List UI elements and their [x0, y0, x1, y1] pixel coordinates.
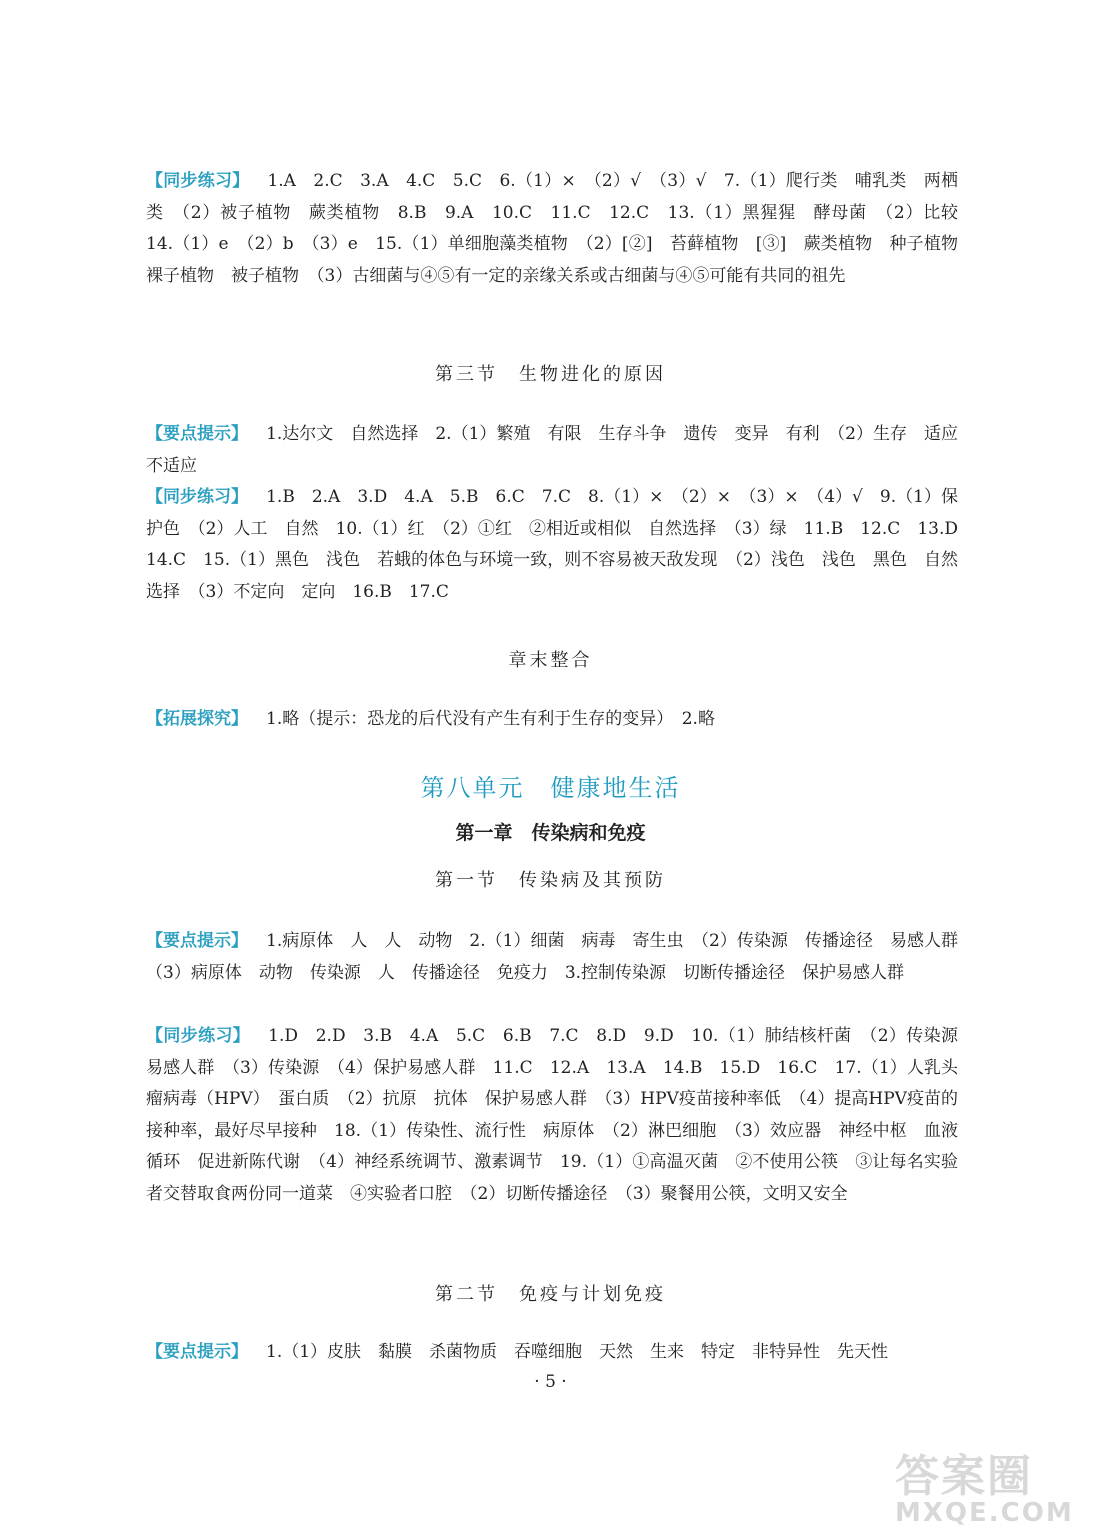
- section-heading-1: 第一节 传染病及其预防: [435, 870, 666, 891]
- answer-text: 1.A 2.C 3.A 4.C 5.C 6.（1）× （2）√ （3）√ 7.（1）爬行类 哺乳类 两栖类 （2）被子植物 蕨类植物 8.B 9.A 10.C 11.C 12.C 13.（1）黑猩猩 酵母菌 （2）比较 14.（1）e （2）b （3）e 15.（1）单细胞藻类植物 （2）[②] 苔藓植物 [③] 蕨类植物 种子植物 裸子植物 被子植物 （3）古细菌与④⑤有一定的亲缘关系或古细菌与④⑤可能有共同的祖先: [146, 171, 975, 286]
- key-points-block-3: [146, 1337, 958, 1369]
- practice-tag: 【同步练习】: [146, 487, 249, 507]
- key-points-block-2: [146, 926, 976, 989]
- watermark-text-bottom: MXQE.COM: [895, 1498, 1074, 1528]
- answer-text: 1.病原体 人 人 动物 2.（1）细菌 病毒 寄生虫 （2）传染源 传播途径 易感人群 （3）病原体 动物 传染源 人 传播途径 免疫力 3.控制传染源 切断传播途径 保护易感人群: [146, 931, 976, 983]
- extension-tag: 【拓展探究】: [146, 709, 248, 729]
- watermark-logo: [895, 1440, 1085, 1530]
- answer-text: 1.略（提示：恐龙的后代没有产生有利于生存的变异） 2.略: [266, 709, 715, 729]
- answer-text: 1.D 2.D 3.B 4.A 5.C 6.B 7.C 8.D 9.D 10.（1）肺结核杆菌 （2）传染源 易感人群 （3）传染源 （4）保护易感人群 11.C 12.A 13.A 14.B 15.D 16.C 17.（1）人乳头瘤病毒（HPV） 蛋白质 （2）抗原 抗体 保护易感人群 （3）HPV疫苗接种率低 （4）提高HPV疫苗的接种率，最好尽早接种 18.（1）传染性、流行性 病原体 （2）淋巴细胞 （3）效应器 神经中枢 血液循环 促进新陈代谢 （4）神经系统调节、激素调节 19.（1）①高温灭菌 ②不使用公筷 ③让每名实验者交替取食两份同一道菜 ④实验者口腔 （2）切断传播途径 （3）聚餐用公筷，文明又安全: [146, 1026, 975, 1204]
- answer-text: 1.B 2.A 3.D 4.A 5.B 6.C 7.C 8.（1）× （2）× （3）× （4）√ 9.（1）保护色 （2）人工 自然 10.（1）红 （2）①红 ②相近或相似 自然选择 （3）绿 11.B 12.C 13.D 14.C 15.（1）黑色 浅色 若蛾的体色与环境一致，则不容易被天敌发现 （2）浅色 浅色 黑色 自然选择 （3）不定向 定向 16.B 17.C: [146, 487, 975, 602]
- chapter-title: 第一章 传染病和免疫: [455, 822, 646, 844]
- answer-text: 1.（1）皮肤 黏膜 杀菌物质 吞噬细胞 天然 生来 特定 非特异性 先天性: [266, 1342, 889, 1362]
- key-points-tag: 【要点提示】: [146, 424, 249, 444]
- key-points-block-1: [146, 419, 976, 482]
- chapter-summary-heading: 章末整合: [508, 650, 593, 671]
- section-heading-3: 第三节 生物进化的原因: [435, 364, 666, 385]
- page-number: · 5 ·: [534, 1372, 567, 1392]
- practice-tag: 【同步练习】: [146, 171, 250, 191]
- practice-block-2: [146, 482, 975, 608]
- section-heading-2: 第二节 免疫与计划免疫: [435, 1284, 666, 1305]
- watermark-text-top: 答案圈: [895, 1451, 1033, 1502]
- extension-block: [146, 704, 958, 736]
- practice-tag: 【同步练习】: [146, 1026, 251, 1046]
- key-points-tag: 【要点提示】: [146, 1342, 248, 1362]
- answer-text: 1.达尔文 自然选择 2.（1）繁殖 有限 生存斗争 遗传 变异 有利 （2）生存 适应 不适应: [146, 424, 976, 476]
- unit-title: 第八单元 健康地生活: [420, 774, 681, 802]
- key-points-tag: 【要点提示】: [146, 931, 249, 951]
- practice-block-3: [146, 1021, 975, 1211]
- practice-block-1: [146, 166, 975, 292]
